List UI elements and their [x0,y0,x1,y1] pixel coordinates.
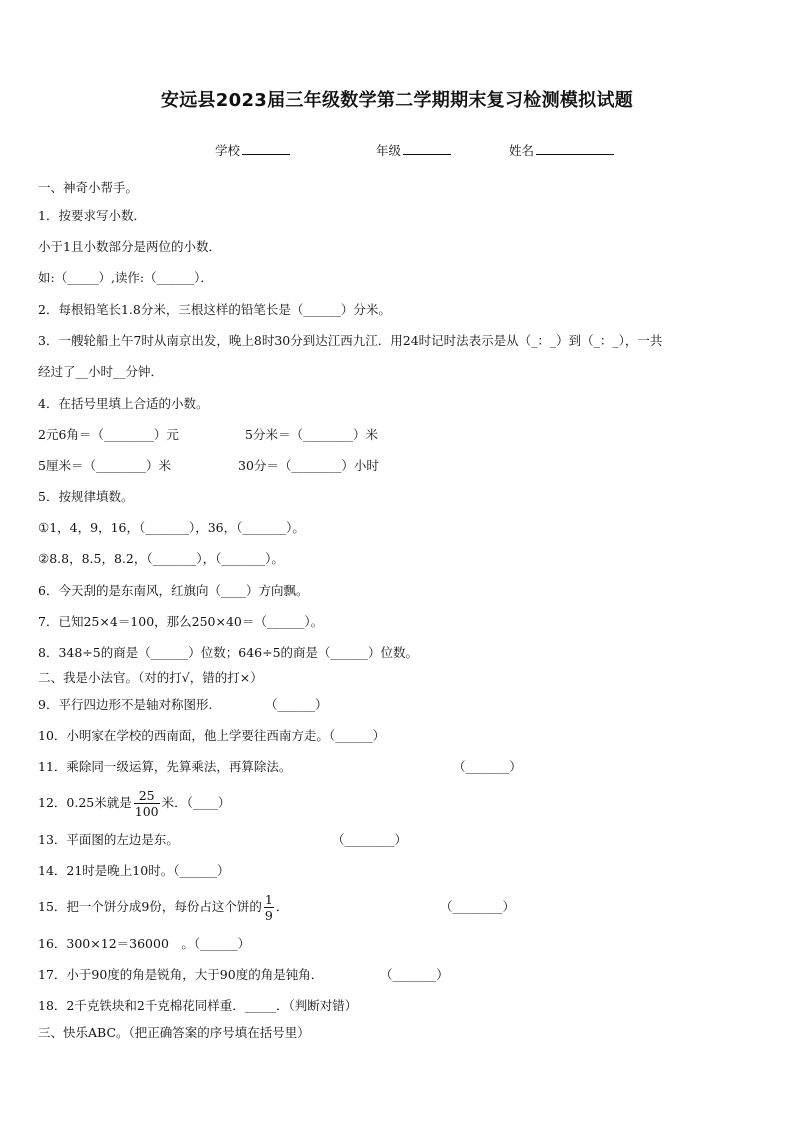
question-12 [38,786,230,820]
school-field [215,141,290,159]
question-15-suffix: ． [275,899,289,914]
question-4-d: 30分＝（________）小时 [238,458,379,473]
question-3-line-2: 经过了__小时__分钟． [38,364,164,379]
question-5-b: ②8.8，8.5，8.2，（_______），（_______）。 [38,551,284,566]
question-5-title: 5．按规律填数。 [38,489,134,504]
question-11-text: 11．乘除同一级运算，先算乘法，再算除法。 [38,759,292,774]
fraction-denominator: 100 [134,804,159,819]
question-12-suffix: 米．（____） [161,795,231,810]
question-14: 14．21时是晚上10时。（______） [38,863,230,878]
section-1-heading: 一、神奇小帮手。 [38,180,139,195]
fraction-denominator: 9 [264,908,273,923]
question-15-blank: （________） [440,899,516,914]
question-4-a: 2元6角＝（________）元 [38,427,179,442]
question-1-answer: 如:（_____）,读作:（______）． [38,270,213,285]
question-15 [38,890,288,924]
grade-label: 年级 [376,143,402,158]
question-12-prefix: 12．0.25米就是 [38,795,132,810]
question-15-fraction [264,892,274,923]
question-16: 16．300×12＝36000 。（______） [38,936,251,951]
fraction-numerator: 25 [134,788,160,804]
question-9 [38,697,212,713]
question-13-text: 13．平面图的左边是东。 [38,832,179,847]
section-3-heading: 三、快乐ABC。（把正确答案的序号填在括号里） [38,1025,310,1040]
question-4-title: 4．在括号里填上合适的小数。 [38,396,209,411]
question-12-fraction [134,788,160,819]
question-1-title: 1．按要求写小数． [38,208,146,223]
question-17-blank: （_______） [380,967,449,982]
name-field [509,141,614,159]
question-6: 6．今天刮的是东南风，红旗向（____）方向飘。 [38,583,309,598]
question-7: 7．已知25×4＝100，那么250×40＝（______）。 [38,614,324,629]
question-8: 8．348÷5的商是（______）位数；646÷5的商是（______）位数。 [38,645,419,660]
grade-blank[interactable] [403,142,451,155]
fraction-numerator: 1 [264,892,273,907]
question-3-line-1: 3．一艘轮船上午7时从南京出发，晚上8时30分到达江西九江．用24时记时法表示是从（_：_）到（_：_），一共 [38,333,663,348]
question-9-text: 9．平行四边形不是轴对称图形. [38,697,213,712]
section-2-heading: 二、我是小法官。（对的打√，错的打×） [38,670,263,685]
grade-field [376,141,451,159]
question-17-text: 17．小于90度的角是锐角，大于90度的角是钝角． [38,967,324,982]
name-blank[interactable] [536,142,614,155]
question-15-prefix: 15．把一个饼分成9份，每份占这个饼的 [38,899,262,914]
name-label: 姓名 [509,143,535,158]
question-18: 18．2千克铁块和2千克棉花同样重．_____．（判断对错） [38,998,358,1013]
question-2: 2．每根铅笔长1.8分米，三根这样的铅笔长是（______）分米。 [38,302,391,317]
question-4-b: 5分米＝（________）米 [245,427,378,442]
school-label: 学校 [215,143,241,158]
question-5-a: ①1，4，9，16，（_______），36，（_______）。 [38,520,305,535]
question-9-blank: （______） [265,697,328,712]
school-blank[interactable] [242,142,290,155]
question-4-c: 5厘米＝（________）米 [38,458,171,473]
question-10: 10．小明家在学校的西南面，他上学要往西南方走。（______） [38,728,386,743]
question-11-blank: （_______） [453,759,522,774]
question-13-blank: （________） [332,832,408,847]
page-title: 安远县2023届三年级数学第二学期期末复习检测模拟试题 [160,90,634,111]
question-1-text: 小于1且小数部分是两位的小数． [38,239,221,254]
